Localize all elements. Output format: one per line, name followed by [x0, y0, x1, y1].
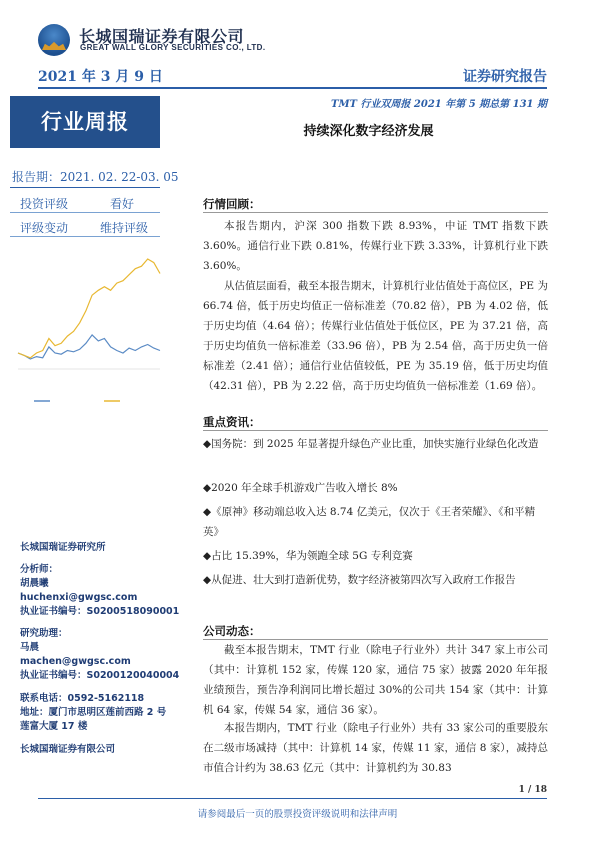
issue-line: TMT 行业双周报 2021 年第 5 期总第 131 期 — [331, 99, 547, 110]
page-title: 持续深化数字经济发展 — [303, 124, 434, 139]
divider — [10, 187, 160, 188]
rating-value: 看好 — [110, 197, 135, 211]
chart-series-line-2 — [18, 259, 160, 358]
page-number: 1 / 18 — [518, 785, 547, 795]
footer-disclaimer: 请参阅最后一页的股票投资评级说明和法律声明 — [197, 809, 398, 820]
company-footer-name: 长城国瑞证券有限公司 — [20, 744, 116, 755]
section-heading-news: 重点资讯： — [203, 415, 261, 429]
banner-title: 行业周报 — [41, 110, 129, 134]
index-chart — [14, 245, 164, 410]
contact-address-2: 莲富大厦 17 楼 — [20, 721, 88, 732]
rating-label: 投资评级 — [20, 197, 69, 211]
news-item: ◆《原神》移动端总收入达 8.74 亿美元，仅次于《王者荣耀》、《和平精英》 — [203, 506, 536, 538]
analyst-name: 胡晨曦 — [20, 578, 49, 589]
section-rule — [203, 212, 548, 213]
divider — [10, 236, 160, 237]
report-period: 报告期：2021. 02. 22-03. 05 — [12, 170, 179, 184]
news-item: ◆占比 15.39%，华为领跑全球 5G 专利竞赛 — [203, 550, 413, 562]
section-heading-review: 行情回顾： — [203, 197, 261, 211]
company-logo — [38, 24, 70, 56]
contact-phone: 联系电话：0592-5162118 — [20, 693, 145, 704]
analyst-email[interactable]: huchenxi@gwgsc.com — [20, 592, 138, 603]
review-paragraph-1: 本报告期内，沪深 300 指数下跌 8.93%，中证 TMT 指数下跌 3.60%。通信行业下跌 0.81%，传媒行业下跌 3.33%，计算机行业下跌 3.60%。 — [203, 220, 548, 272]
section-rule — [203, 430, 548, 431]
company-name-en: GREAT WALL GLORY SECURITIES CO., LTD. — [80, 43, 266, 52]
footer-rule — [38, 798, 547, 799]
chart-series-line-1 — [18, 335, 160, 359]
header-rule — [38, 87, 547, 89]
rating-change-label: 评级变动 — [20, 221, 69, 235]
assistant-cert: 执业证书编号：S0200120040004 — [20, 670, 180, 681]
assistant-name: 马晨 — [20, 642, 40, 653]
company-name-cn: 长城国瑞证券有限公司 — [79, 27, 245, 46]
assistant-email[interactable]: machen@gwgsc.com — [20, 656, 131, 667]
report-date: 2021 年 3 月 9 日 — [38, 69, 163, 85]
institute-name: 长城国瑞证券研究所 — [20, 542, 106, 553]
assistant-label: 研究助理： — [20, 628, 68, 639]
divider — [10, 212, 160, 213]
news-item: ◆从促进、壮大到打造新优势，数字经济被第四次写入政府工作报告 — [203, 574, 516, 586]
news-item: ◆国务院：到 2025 年显著提升绿色产业比重，加快实施行业绿色化改造 — [203, 438, 539, 450]
analyst-cert: 执业证书编号：S0200518090001 — [20, 606, 180, 617]
company-paragraph-2: 本报告期内，TMT 行业（除电子行业外）共有 33 家公司的重要股东在二级市场减持（其中：计算机 14 家，传媒 11 家，通信 8 家），减持总市值合计约为 38.63 亿元（其中：计算机约为 30.83 — [203, 722, 548, 774]
chart-svg — [14, 245, 164, 410]
report-type: 证券研究报告 — [463, 69, 547, 85]
company-paragraph-1: 截至本报告期末，TMT 行业（除电子行业外）共计 347 家上市公司（其中：计算机 152 家，传媒 120 家，通信 75 家）披露 2020 年年报业绩预告，预告净利润同比增长超过 30%的公司共 154 家（其中：计算机 64 家，传媒 54 家，通信 36 家）。 — [203, 644, 548, 716]
analyst-label: 分析师： — [20, 564, 59, 575]
contact-address: 地址：厦门市思明区莲前西路 2 号 — [20, 707, 167, 718]
review-paragraph-2: 从估值层面看，截至本报告期末，计算机行业估值处于高位区，PE 为 66.74 倍，低于历史均值正一倍标准差（70.82 倍），PB 为 4.02 倍，低于历史均值（4.64 倍）；传媒行业估值处于低位区，PE 为 37.21 倍，高于历史均值负一倍标准差（33.96 倍），PB 为 2.54 倍，高于历史负一倍标准差（2.41 倍）；通信行业估值较低，PE 为 35.19 倍，低于历史均值（42.31 倍），PB 为 2.22 倍，高于历史均值负一倍标准差（1.69 倍）。 — [203, 280, 548, 392]
section-heading-company: 公司动态： — [203, 624, 261, 638]
news-item: ◆2020 年全球手机游戏广告收入增长 8% — [203, 482, 398, 494]
rating-change-value: 维持评级 — [100, 221, 149, 235]
